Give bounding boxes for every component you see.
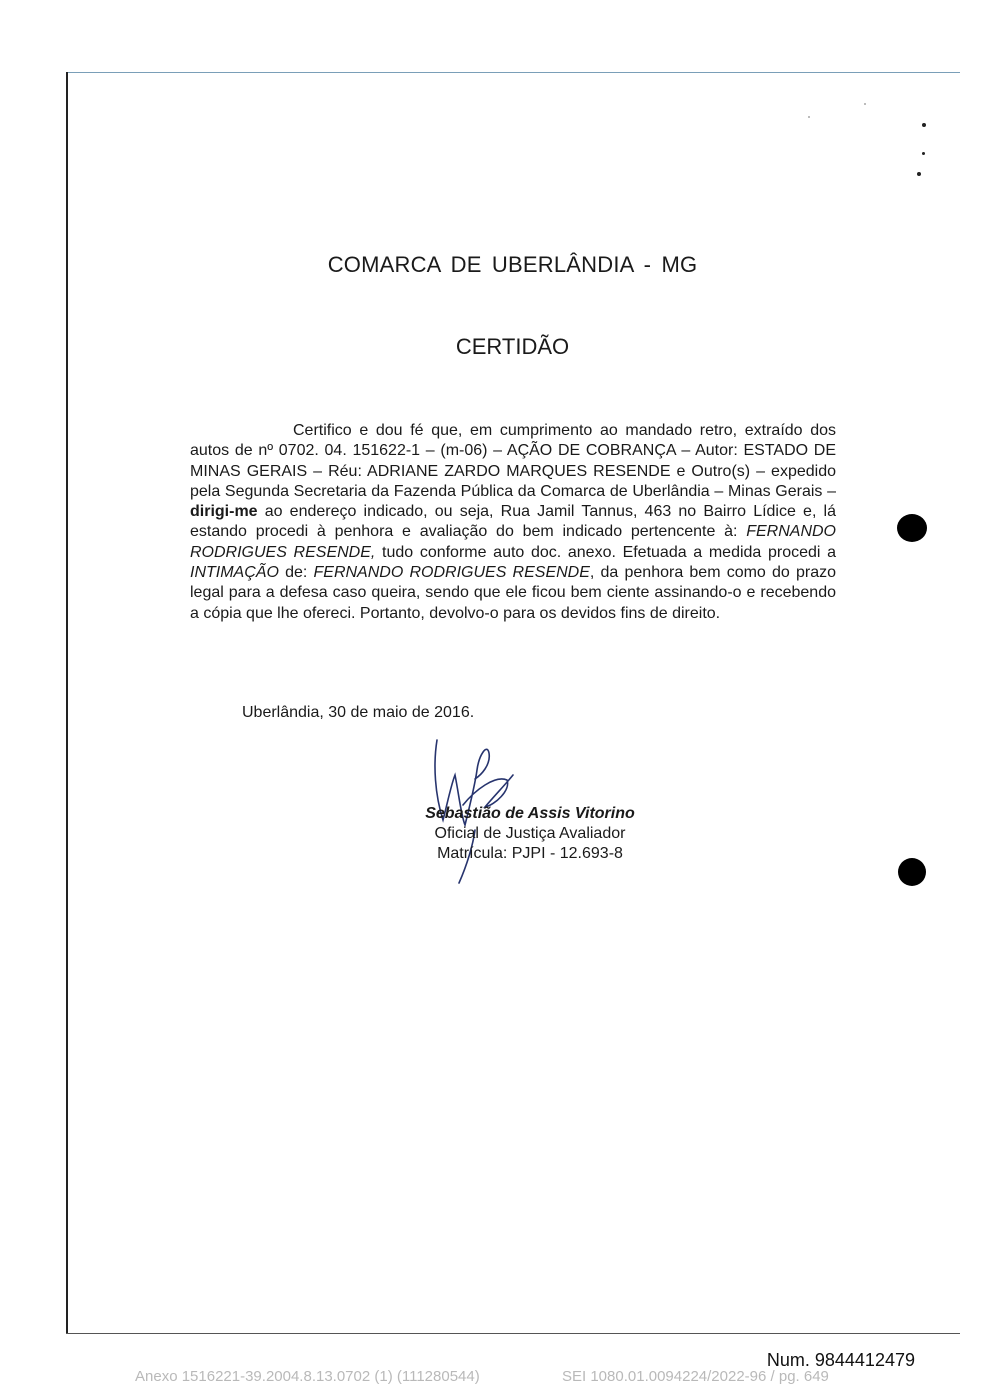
document-title: CERTIDÃO	[455, 334, 570, 359]
signatory-registration: Matrícula: PJPI - 12.693-8	[437, 845, 623, 862]
body-emphasis-dirigi: dirigi-me	[190, 503, 258, 521]
body-text-4: de:	[278, 564, 314, 582]
scan-speck	[808, 116, 810, 118]
scan-edge-bottom	[66, 1333, 960, 1334]
body-emphasis-intimacao: INTIMAÇÃO	[190, 564, 279, 582]
punch-hole-bottom	[898, 858, 926, 886]
body-name-2: FERNANDO RODRIGUES RESENDE	[313, 564, 590, 582]
body-text-5: , da penhora bem como do prazo legal para a defesa caso queira, sendo que ele ficou bem ciente assinando-o e recebendo a cópia que lhe ofereci. Portanto, devolvo-o para os devidos fins de direito.	[190, 564, 836, 622]
scan-speck	[917, 172, 921, 176]
scan-edge-top	[66, 72, 960, 73]
scan-speck	[864, 103, 866, 105]
body-text-2: ao endereço indicado, ou seja, Rua Jamil Tannus, 463 no Bairro Lídice e, lá estando procedi à penhora e avaliação do bem indicado pertencente à:	[190, 503, 836, 541]
signatory-role: Oficial de Justiça Avaliador	[434, 825, 626, 842]
scan-speck	[922, 152, 925, 155]
certificate-body	[190, 421, 836, 624]
body-name-1: FERNANDO RODRIGUES RESENDE,	[190, 523, 836, 561]
signatory-name: Sebastião de Assis Vitorino	[425, 805, 635, 822]
date-line: Uberlândia, 30 de maio de 2016.	[242, 704, 475, 721]
punch-hole-top	[897, 514, 927, 542]
court-title: COMARCA DE UBERLÂNDIA - MG	[327, 252, 698, 277]
footer-sei-reference: SEI 1080.01.0094224/2022-96 / pg. 649	[562, 1368, 829, 1385]
body-text-3: tudo conforme auto doc. anexo. Efetuada a medida procedi a	[375, 543, 837, 561]
document-number: Num. 9844412479	[766, 1350, 915, 1370]
body-text-1: Certifico e dou fé que, em cumprimento ao mandado retro, extraído dos autos de nº 0702. 04. 151622-1 – (m-06) – AÇÃO DE COBRANÇA – Autor: ESTADO DE MINAS GERAIS – Réu: ADRIANE ZARDO MARQUES RESENDE e Outro(s) – expedido pela Segunda Secretaria da Fazenda Pública da Comarca de Uberlândia – Minas Gerais –	[190, 422, 836, 500]
scan-speck	[922, 123, 926, 127]
footer-annex: Anexo 1516221-39.2004.8.13.0702 (1) (111280544)	[135, 1368, 480, 1385]
signature-block	[380, 804, 680, 864]
